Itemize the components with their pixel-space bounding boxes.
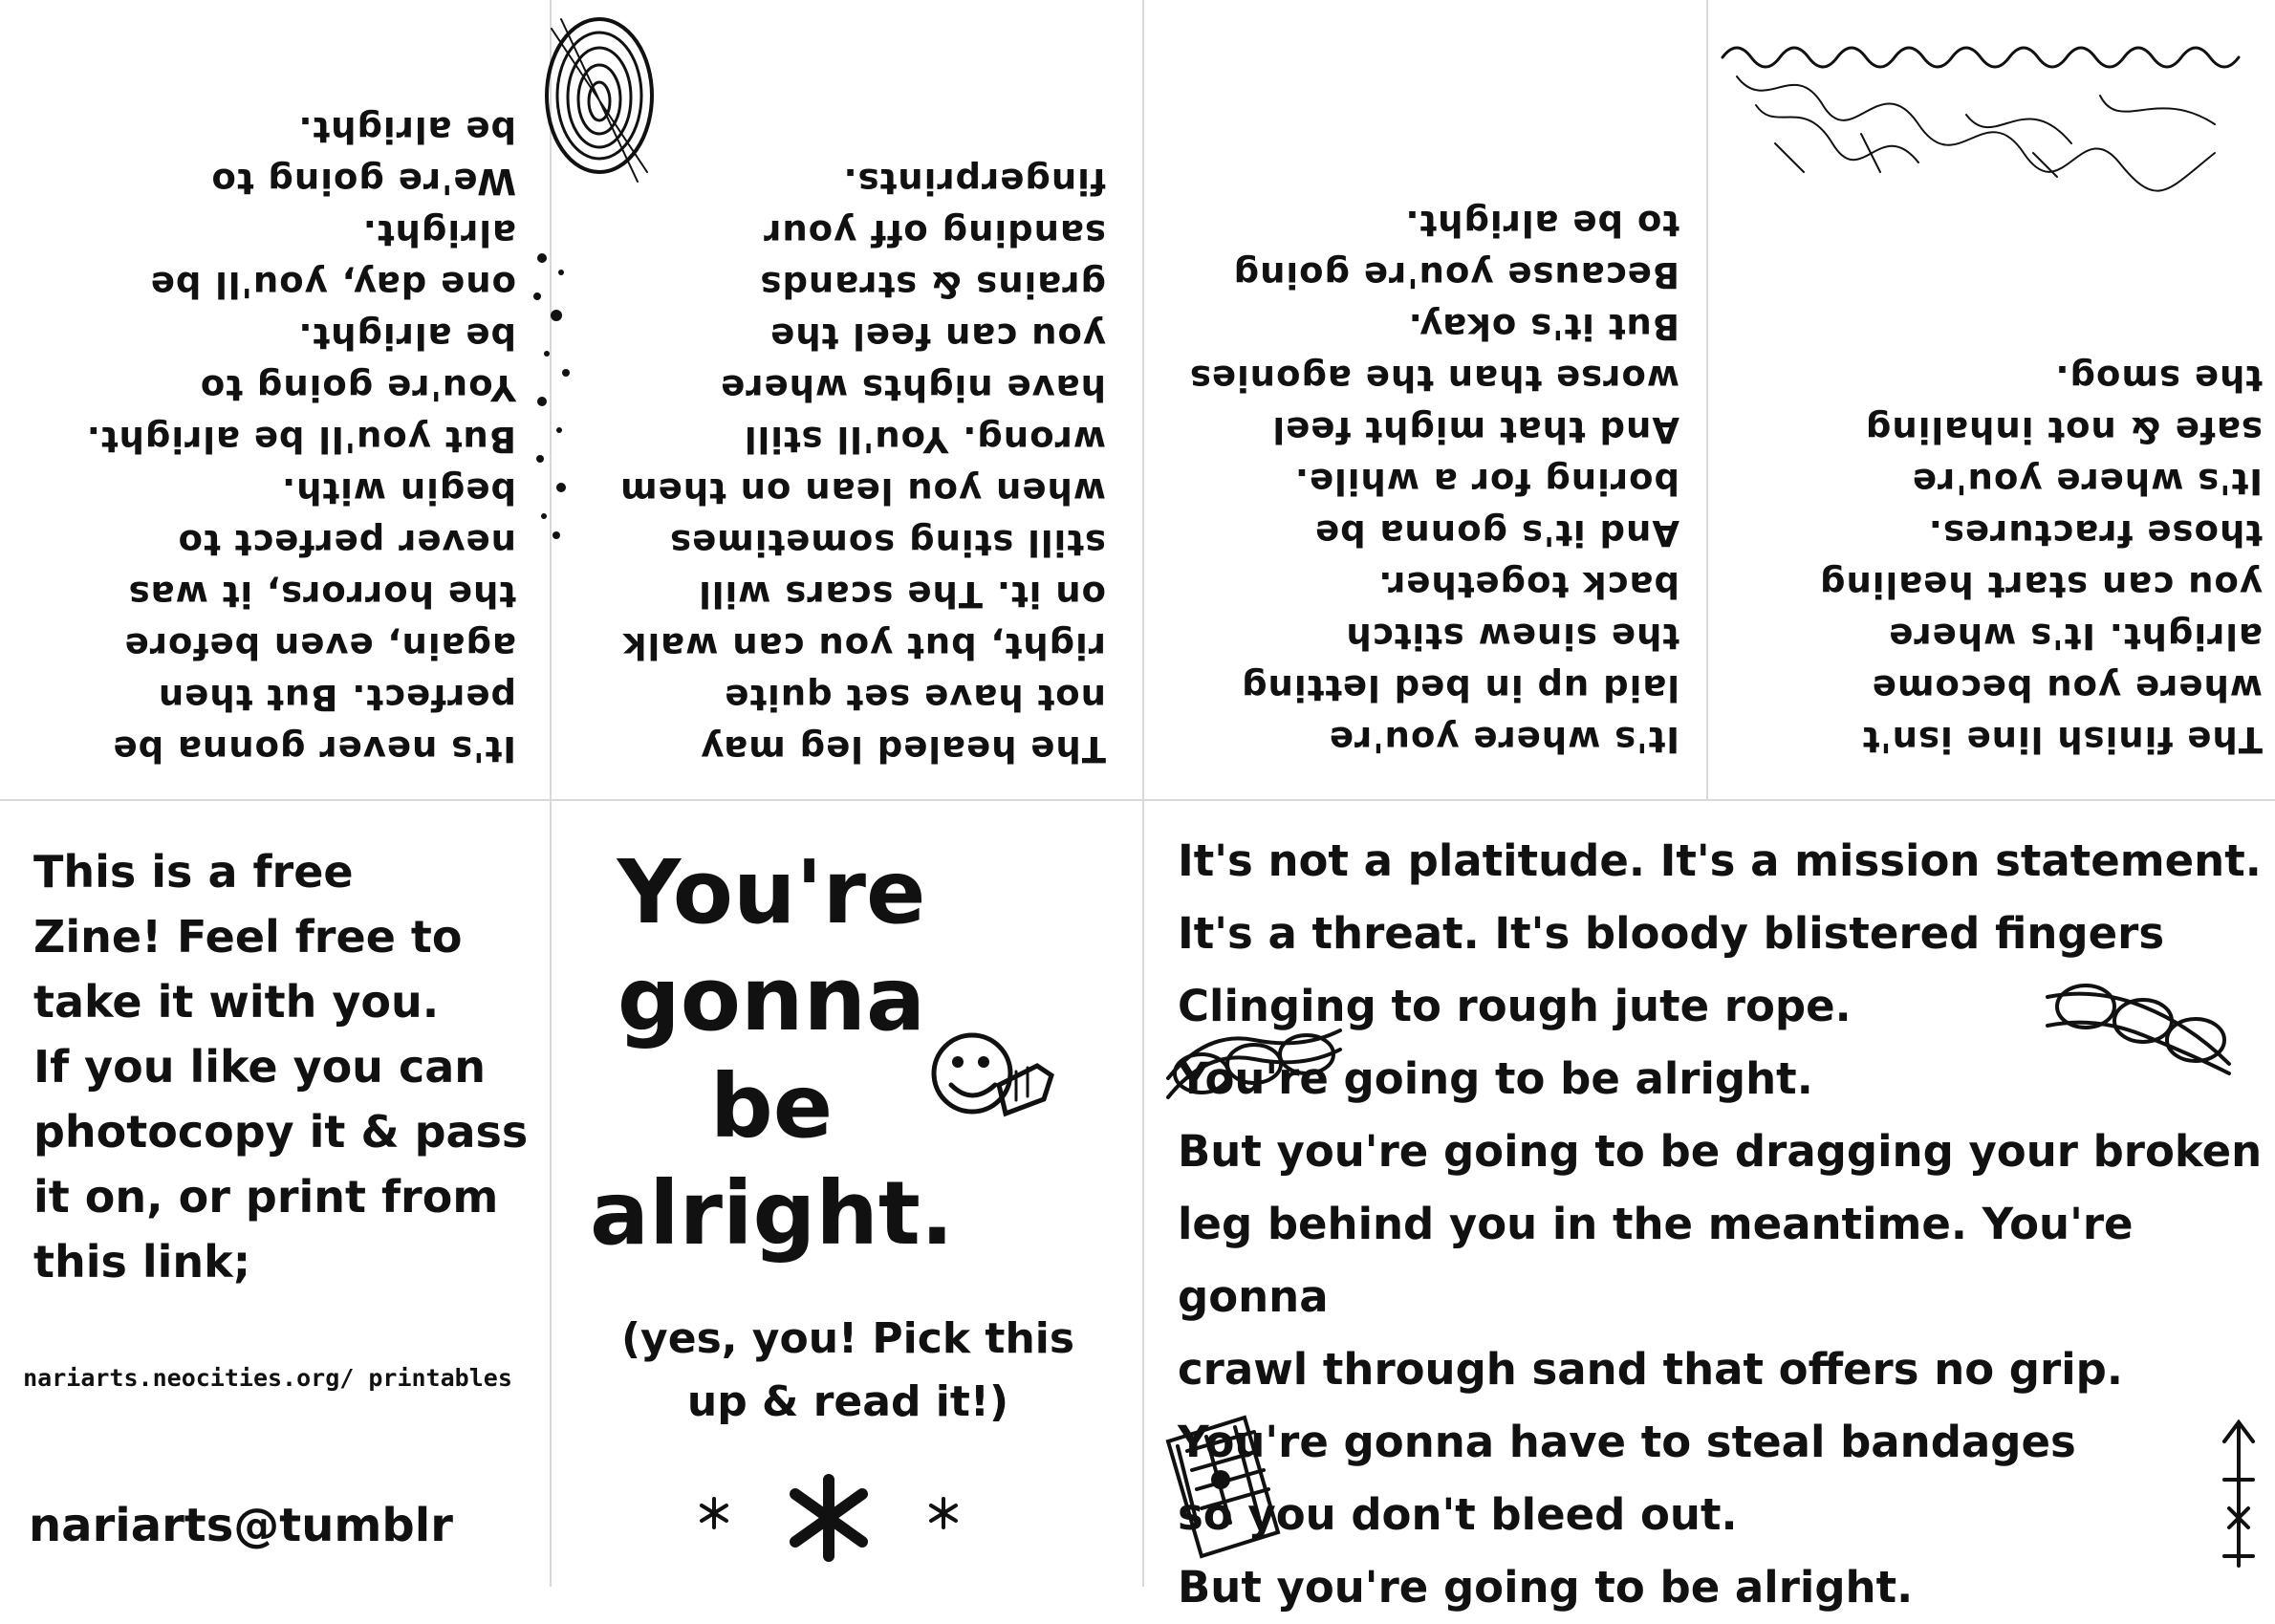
page-text-upside-down: The healed leg may not have set quite right, but you can walk on it. The scars will still sting sometimes when you lean on them wrong. You'll still have nights where you can feel the grains & strands sanding off your fingerprints. (619, 161, 1106, 769)
free-zine-text: This is a free Zine! Feel free to take it with you. If you like you can photocopy it & pass it on, or print from this link; (33, 846, 529, 1288)
page-cover (552, 801, 1142, 1587)
asterisk-decorations (685, 1470, 972, 1566)
smiley-pointing-icon (924, 1016, 1058, 1140)
sand-dots-drawing (523, 239, 590, 554)
page-top-left (0, 0, 550, 799)
tumblr-handle[interactable]: nariarts@tumblr (29, 1499, 453, 1552)
cover-title: You're gonna be alright. (590, 841, 954, 1265)
page-free-zine-info (0, 801, 550, 1587)
page-text-upside-down: It's where you're laid up in bed letting the sinew stitch back together. And it's gonna be boring for a while. And that might feel worse than the agonies But it's okay. Because you're going to be alright. (1188, 203, 1679, 760)
page-top-second (552, 0, 1142, 799)
mission-statement-text: It's not a platitude. It's a mission statement. It's a threat. It's bloody blistered fingers Clinging to rough jute rope. You're going to be alright. But you're going to be dragging your broken leg behind you in the meantime. You're gonna crawl through sand that offers no grip. You're gonna have to steal bandages so you don't bleed out. But you're going to be alright. (1178, 835, 2263, 1613)
page-text-upside-down: It's never gonna be perfect. But then again, even before the horrors, it was never perfect to begin with. But you'll be alright. You're going to be alright. one day, you'll be alright. We're going to be alright. (85, 109, 516, 769)
page-text-upside-down: The finish line isn't where you become alright. It's where you can start healing those fractures. It's where you're safe & not inhaling the smog. (1819, 357, 2263, 760)
cover-subtitle: (yes, you! Pick this up & read it!) (620, 1314, 1075, 1426)
printables-link[interactable]: nariarts.neocities.org/ printables (23, 1364, 512, 1392)
page-top-third (1144, 0, 1706, 799)
page-mission-statement (1144, 801, 2275, 1613)
page-top-right (1708, 0, 2275, 799)
